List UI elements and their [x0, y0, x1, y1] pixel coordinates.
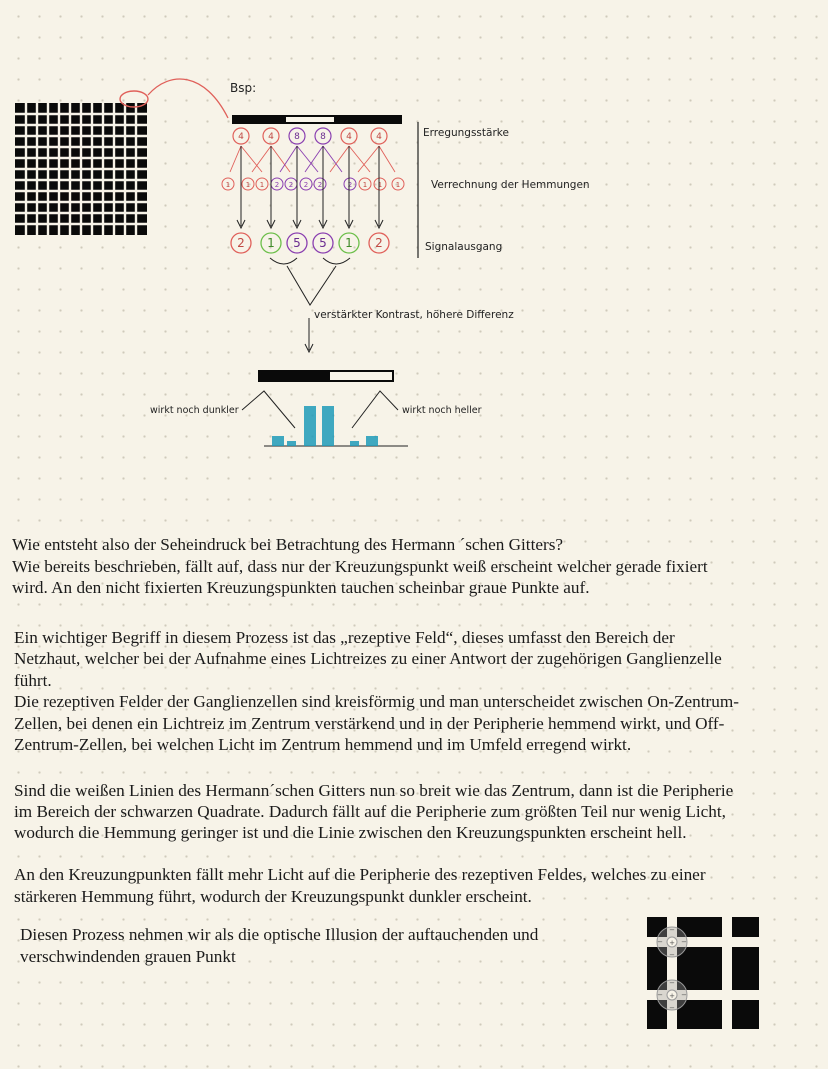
label-erregung: Erregungsstärke: [423, 127, 509, 139]
svg-text:1: 1: [225, 181, 231, 189]
bsp-label: Bsp:: [230, 81, 257, 95]
label-kontrast: verstärkter Kontrast, höhere Differenz: [314, 309, 514, 321]
svg-text:8: 8: [320, 132, 326, 142]
response-bar: [322, 406, 334, 446]
paragraph-3-line-1: An den Kreuzungpunkten fällt mehr Licht auf die Peripherie des rezeptiven Feldes, welches zu einer: [14, 865, 706, 884]
svg-text:−: −: [669, 979, 675, 987]
response-bar: [287, 441, 296, 446]
svg-text:1: 1: [245, 181, 251, 189]
response-bar: [350, 441, 359, 446]
svg-text:1: 1: [362, 181, 368, 189]
paragraph-4-line-2: verschwindenden grauen Punkt: [20, 947, 236, 966]
svg-text:2: 2: [237, 236, 245, 250]
paragraph-1-line-5: Zellen, bei denen ein Lichtreiz im Zentrum verstärkend und in der Peripherie hemmend wirkt, und Off-: [14, 714, 725, 733]
paragraph-1-line-1: Ein wichtiger Begriff in diesem Prozess ist das „rezeptive Feld“, dieses umfasst den Bereich der: [14, 628, 675, 647]
connector-curve: [148, 79, 228, 118]
svg-text:2: 2: [375, 236, 383, 250]
svg-text:4: 4: [376, 132, 382, 142]
response-bar: [304, 406, 316, 446]
svg-text:−: −: [681, 938, 687, 946]
label-dunkler: wirkt noch dunkler: [150, 405, 239, 416]
paragraph-1-line-6: Zentrum-Zellen, bei welchen Licht im Zentrum hemmend und im Umfeld erregend wirkt.: [14, 735, 632, 754]
svg-text:1: 1: [377, 181, 383, 189]
svg-text:−: −: [669, 1004, 675, 1012]
svg-text:+: +: [669, 939, 675, 947]
label-verrechnung: Verrechnung der Hemmungen: [431, 179, 590, 191]
svg-text:−: −: [669, 926, 675, 934]
paragraph-3-line-2: stärkeren Hemmung führt, wodurch der Kreuzungspunkt dunkler erscheint.: [14, 887, 532, 906]
paragraph-2-line-2: im Bereich der schwarzen Quadrate. Dadurch fällt auf die Peripherie zum größten Teil nur wenig Licht,: [14, 802, 726, 821]
svg-text:5: 5: [293, 236, 301, 250]
svg-text:−: −: [681, 991, 687, 999]
svg-text:2: 2: [347, 181, 353, 189]
response-bar: [366, 436, 378, 446]
question-title: Wie entsteht also der Seheindruck bei Betrachtung des Hermann ´schen Gitters?: [12, 535, 564, 554]
paragraph-1-line-2: Netzhaut, welcher bei der Aufnahme eines Lichtreizes zu einer Antwort der zugehörigen Ganglienzelle: [14, 649, 722, 668]
paragraph-1-line-4: Die rezeptiven Felder der Ganglienzellen sind kreisförmig und man unterscheidet zwischen On-Zentrum-: [14, 692, 739, 711]
svg-text:−: −: [657, 991, 663, 999]
receptive-field-grid: [647, 917, 759, 1029]
svg-text:2: 2: [288, 181, 294, 189]
svg-text:5: 5: [319, 236, 327, 250]
svg-text:2: 2: [274, 181, 280, 189]
svg-text:4: 4: [346, 132, 352, 142]
paragraph-4-line-1: Diesen Prozess nehmen wir als die optische Illusion der auftauchenden und: [20, 925, 539, 944]
question-line-3: wird. An den nicht fixierten Kreuzungspunkten tauchen scheinbar graue Punkte auf.: [12, 578, 590, 597]
paragraph-2-line-1: Sind die weißen Linien des Hermann´schen Gitters nun so breit wie das Zentrum, dann ist die Peripherie: [14, 781, 734, 800]
svg-text:−: −: [657, 938, 663, 946]
question-line-2: Wie bereits beschrieben, fällt auf, dass nur der Kreuzungspunkt weiß erscheint welcher gerade fixiert: [12, 557, 708, 576]
label-heller: wirkt noch heller: [402, 405, 482, 416]
svg-text:4: 4: [238, 132, 244, 142]
svg-text:−: −: [669, 951, 675, 959]
svg-text:4: 4: [268, 132, 274, 142]
svg-text:1: 1: [345, 236, 353, 250]
response-bar: [272, 436, 284, 446]
svg-text:2: 2: [303, 181, 309, 189]
svg-text:1: 1: [267, 236, 275, 250]
paragraph-1-line-3: führt.: [14, 671, 52, 690]
svg-text:2: 2: [317, 181, 323, 189]
svg-text:1: 1: [395, 181, 401, 189]
paragraph-2-line-3: wodurch die Hemmung geringer ist und die Linie zwischen den Kreuzungspunkten erscheint hell.: [14, 823, 687, 842]
label-signal: Signalausgang: [425, 241, 503, 253]
lateral-inhibition-diagram: [0, 0, 828, 470]
svg-text:1: 1: [259, 181, 265, 189]
grid-highlight-circle: [120, 91, 148, 107]
svg-text:+: +: [669, 992, 675, 1000]
svg-text:8: 8: [294, 132, 300, 142]
